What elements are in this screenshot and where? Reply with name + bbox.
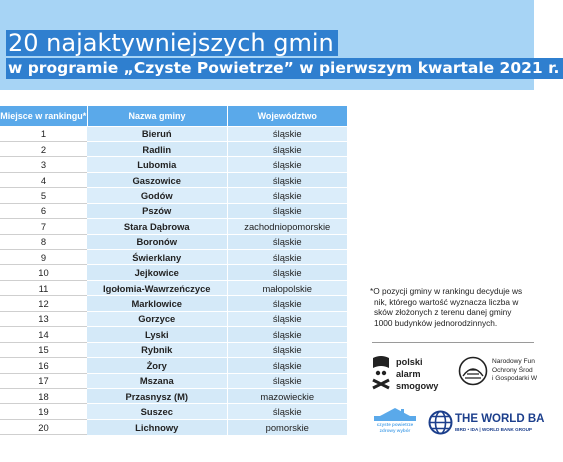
table-row xyxy=(0,280,347,295)
table-row xyxy=(0,265,347,280)
gmina-cell: Gorzyce xyxy=(87,311,227,326)
voivodeship-cell: śląskie xyxy=(227,296,347,311)
table-row xyxy=(0,203,347,218)
page-subtitle: w programie „Czyste Powietrze” w pierwszym kwartale 2021 r. xyxy=(6,58,563,79)
footnote-divider xyxy=(372,342,534,343)
rank-cell: 8 xyxy=(0,234,87,249)
table-row xyxy=(0,358,347,373)
voivodeship-cell: śląskie xyxy=(227,126,347,141)
voivodeship-cell: śląskie xyxy=(227,234,347,249)
cp-line: zdrowy wybór xyxy=(379,427,411,433)
table-row xyxy=(0,172,347,187)
voivodeship-cell: mazowieckie xyxy=(227,388,347,403)
table-row xyxy=(0,157,347,172)
footnote-line: nik, którego wartość wyznacza liczba w xyxy=(374,296,519,307)
table-row xyxy=(0,250,347,265)
voivodeship-cell: śląskie xyxy=(227,327,347,342)
world-bank-logo xyxy=(428,408,545,438)
gmina-cell: Boronów xyxy=(87,234,227,249)
gmina-cell: Jejkowice xyxy=(87,265,227,280)
gmina-cell: Rybnik xyxy=(87,342,227,357)
world-bank-title: THE WORLD BA xyxy=(455,413,545,425)
nfos-line: Narodowy Fun xyxy=(492,358,535,365)
rank-cell: 17 xyxy=(0,373,87,388)
table-row xyxy=(0,141,347,156)
voivodeship-cell: śląskie xyxy=(227,172,347,187)
rank-cell: 4 xyxy=(0,172,87,187)
column-header-rank: Miejsce w rankingu* xyxy=(0,106,87,126)
gmina-cell: Lubomia xyxy=(87,157,227,172)
table-row xyxy=(0,296,347,311)
rank-cell: 9 xyxy=(0,250,87,265)
voivodeship-cell: zachodniopomorskie xyxy=(227,219,347,234)
voivodeship-cell: małopolskie xyxy=(227,280,347,295)
rank-cell: 16 xyxy=(0,358,87,373)
footnote-line: 1000 budynków jednorodzinnych. xyxy=(374,317,498,328)
rank-cell: 3 xyxy=(0,157,87,172)
rank-cell: 10 xyxy=(0,265,87,280)
voivodeship-cell: śląskie xyxy=(227,265,347,280)
house-icon xyxy=(370,407,420,422)
world-bank-subtitle: IBRD • IDA | WORLD BANK GROUP xyxy=(455,427,532,432)
column-header-voivodeship: Województwo xyxy=(227,106,347,126)
rank-cell: 19 xyxy=(0,404,87,419)
table-header-row xyxy=(0,106,347,126)
gmina-cell: Żory xyxy=(87,358,227,373)
psa-wordmark xyxy=(396,356,438,392)
table-row xyxy=(0,188,347,203)
page-title: 20 najaktywniejszych gmin xyxy=(6,30,338,56)
gmina-cell: Marklowice xyxy=(87,296,227,311)
footnote-line: sków złożonych z terenu danej gminy xyxy=(374,307,512,318)
gmina-cell: Suszec xyxy=(87,404,227,419)
nfos-wordmark xyxy=(492,358,537,384)
cp-line: czyste powietrze xyxy=(376,422,414,427)
header-banner xyxy=(0,0,560,90)
rank-cell: 2 xyxy=(0,141,87,156)
rank-cell: 12 xyxy=(0,296,87,311)
table-row xyxy=(0,311,347,326)
psa-line: alarm xyxy=(396,369,421,379)
nfos-line: i Gospodarki W xyxy=(492,375,538,383)
gmina-cell: Godów xyxy=(87,188,227,203)
psa-line: polski xyxy=(396,357,423,367)
rank-cell: 5 xyxy=(0,188,87,203)
voivodeship-cell: pomorskie xyxy=(227,419,347,434)
gmina-cell: Mszana xyxy=(87,373,227,388)
globe-icon xyxy=(428,410,453,435)
voivodeship-cell: śląskie xyxy=(227,373,347,388)
czyste-powietrze-logo xyxy=(370,407,420,437)
psa-line: smogowy xyxy=(396,381,439,391)
nfos-line: Ochrony Środ xyxy=(492,366,533,374)
gmina-cell: Stara Dąbrowa xyxy=(87,219,227,234)
gmina-cell: Lyski xyxy=(87,327,227,342)
voivodeship-cell: śląskie xyxy=(227,203,347,218)
gmina-cell: Pszów xyxy=(87,203,227,218)
table-row xyxy=(0,404,347,419)
gmina-cell: Lichnowy xyxy=(87,419,227,434)
voivodeship-cell: śląskie xyxy=(227,157,347,172)
rank-cell: 6 xyxy=(0,203,87,218)
gmina-cell: Przasnysz (M) xyxy=(87,388,227,403)
table-row xyxy=(0,327,347,342)
table-row xyxy=(0,419,347,434)
nfosigw-logo xyxy=(458,356,538,388)
polski-alarm-smogowy-logo xyxy=(370,356,450,392)
table-row xyxy=(0,219,347,234)
gmina-cell: Gaszowice xyxy=(87,172,227,187)
voivodeship-cell: śląskie xyxy=(227,404,347,419)
rank-cell: 18 xyxy=(0,388,87,403)
voivodeship-cell: śląskie xyxy=(227,141,347,156)
rank-cell: 7 xyxy=(0,219,87,234)
table-row xyxy=(0,342,347,357)
gmina-cell: Radlin xyxy=(87,141,227,156)
ranking-table xyxy=(0,106,347,435)
voivodeship-cell: śląskie xyxy=(227,250,347,265)
footnote xyxy=(370,286,534,328)
voivodeship-cell: śląskie xyxy=(227,188,347,203)
cp-wordmark xyxy=(370,422,420,433)
rank-cell: 13 xyxy=(0,311,87,326)
table-row xyxy=(0,373,347,388)
rank-cell: 11 xyxy=(0,280,87,295)
voivodeship-cell: śląskie xyxy=(227,342,347,357)
voivodeship-cell: śląskie xyxy=(227,358,347,373)
rank-cell: 20 xyxy=(0,419,87,434)
rank-cell: 14 xyxy=(0,327,87,342)
voivodeship-cell: śląskie xyxy=(227,311,347,326)
rank-cell: 1 xyxy=(0,126,87,141)
gmina-cell: Świerklany xyxy=(87,250,227,265)
gmina-cell: Igołomia-Wawrzeńczyce xyxy=(87,280,227,295)
table-row xyxy=(0,126,347,141)
rank-cell: 15 xyxy=(0,342,87,357)
column-header-gmina: Nazwa gminy xyxy=(87,106,227,126)
table-row xyxy=(0,234,347,249)
footnote-line: *O pozycji gminy w rankingu decyduje ws xyxy=(370,286,523,296)
table-row xyxy=(0,388,347,403)
skull-icon xyxy=(370,356,392,390)
nfos-emblem-icon xyxy=(458,356,488,386)
gmina-cell: Bieruń xyxy=(87,126,227,141)
